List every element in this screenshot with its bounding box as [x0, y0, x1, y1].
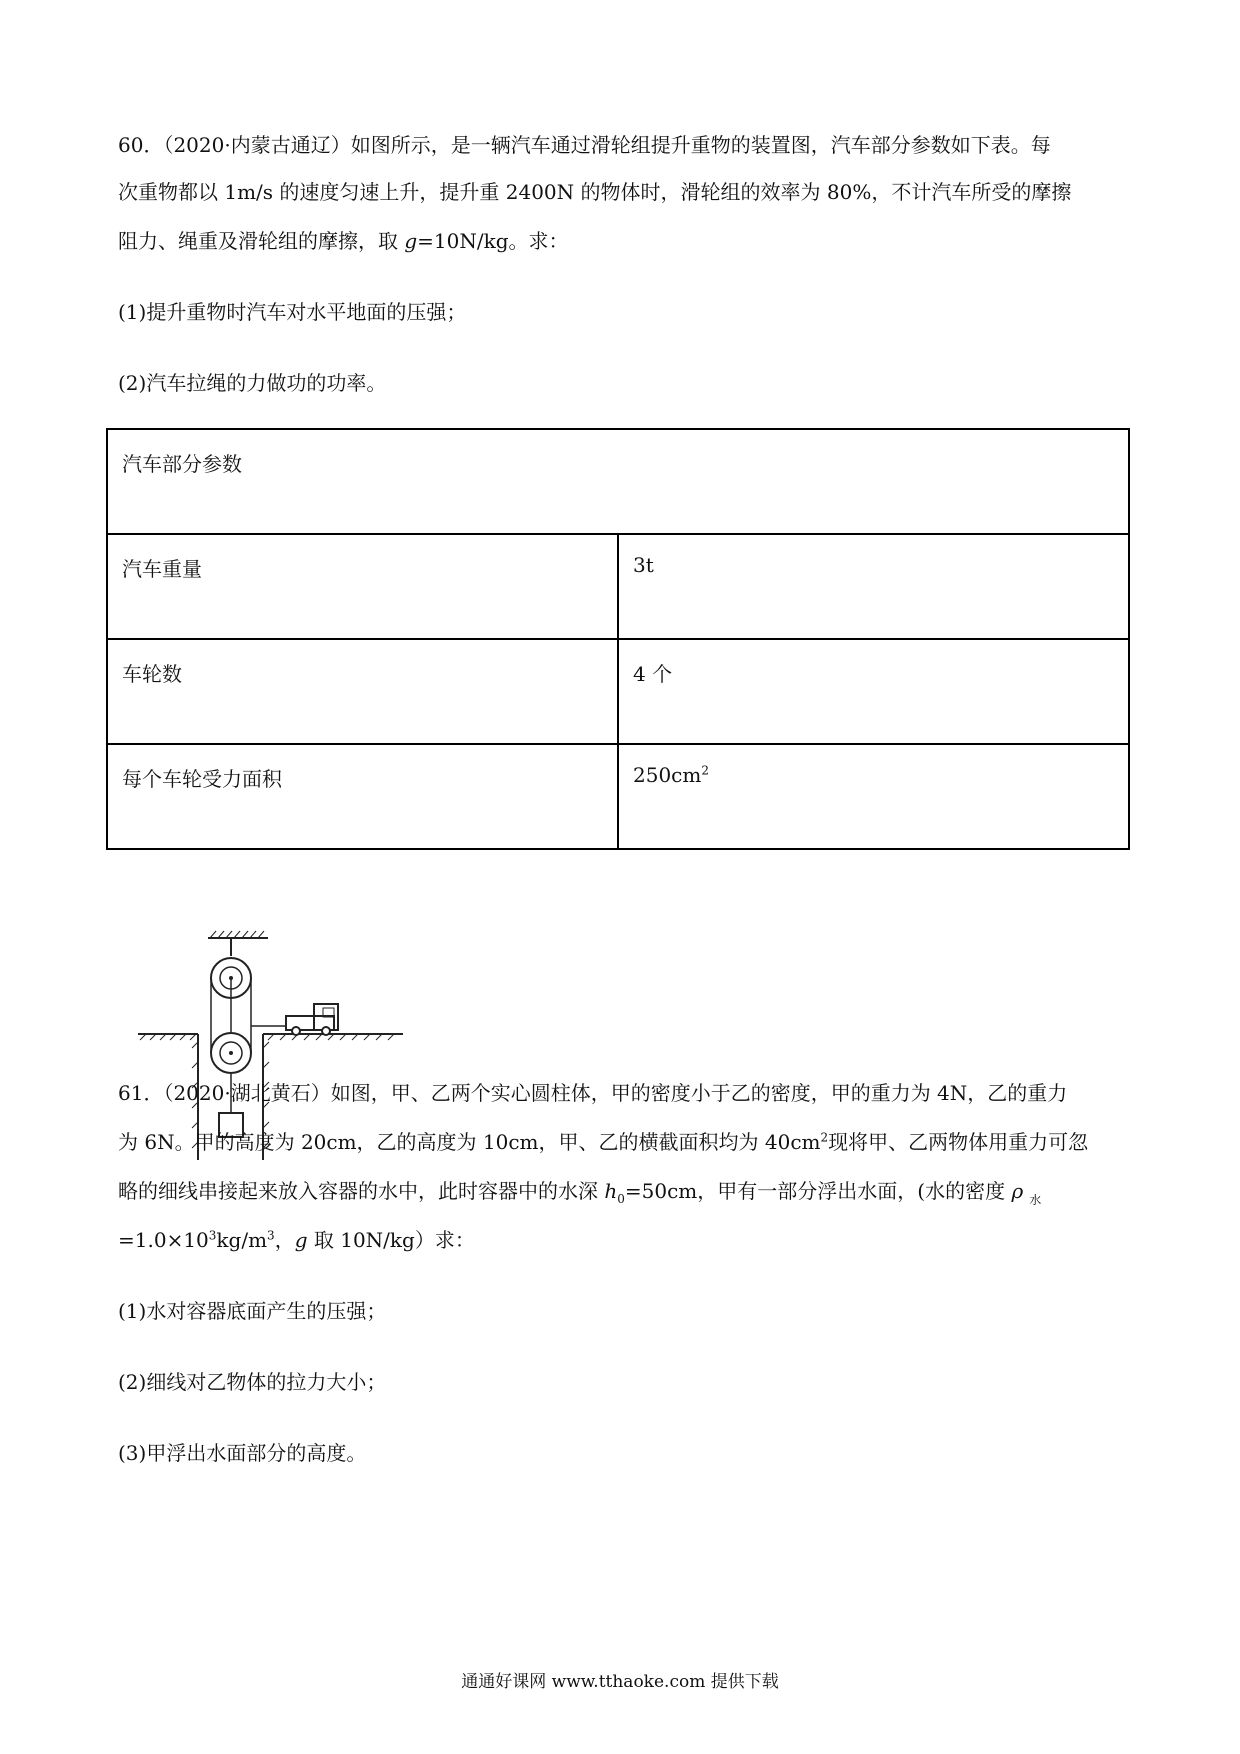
car-parameters-table	[106, 428, 1130, 850]
ceiling-support	[208, 931, 268, 956]
q60-subquestion-1: (1)提升重物时汽车对水平地面的压强；	[118, 300, 467, 324]
car-icon	[286, 1004, 338, 1035]
q60-line-1: 60．（2020·内蒙古通辽）如图所示，是一辆汽车通过滑轮组提升重物的装置图，汽车部分参数如下表。每	[118, 133, 1051, 157]
table-row	[107, 639, 1129, 744]
q61-subquestion-3: (3)甲浮出水面部分的高度。	[118, 1441, 367, 1465]
table-cell-label: 汽车重量	[107, 534, 618, 639]
q60-line-3: 阻力、绳重及滑轮组的摩擦，取 g=10N/kg。求：	[118, 229, 569, 253]
table-cell-value: $250cm^2$	[618, 744, 1129, 849]
q61-subquestion-2: (2)细线对乙物体的拉力大小；	[118, 1370, 387, 1394]
ground-surface	[138, 1034, 403, 1040]
table-header-row	[107, 429, 1129, 534]
movable-pulley	[211, 1033, 251, 1073]
page-footer: 通通好课网 www.tthaoke.com 提供下载	[461, 1672, 779, 1692]
q61-subquestion-1: (1)水对容器底面产生的压强；	[118, 1299, 387, 1323]
table-cell-label: 车轮数	[107, 639, 618, 744]
q60-subquestion-2: (2)汽车拉绳的力做功的功率。	[118, 371, 387, 395]
q60-line-2: 次重物都以 1m/s 的速度匀速上升，提升重 2400N 的物体时，滑轮组的效率为 80%，不计汽车所受的摩擦	[118, 180, 1072, 204]
q61-line-1: 61．（2020·湖北黄石）如图，甲、乙两个实心圆柱体，甲的密度小于乙的密度，甲的重力为 4N，乙的重力	[118, 1081, 1068, 1105]
table-row	[107, 744, 1129, 849]
table-row	[107, 534, 1129, 639]
table-cell-value: 4 个	[618, 639, 1129, 744]
q61-line-2: 为 6N。甲的高度为 20cm，乙的高度为 10cm，甲、乙的横截面积均为 $40cm^2$现将甲、乙两物体用重力可忽	[118, 1130, 1089, 1154]
table-cell-label: 每个车轮受力面积	[107, 744, 618, 849]
q61-line-4: $=1.0\times 10^3kg/m^3$，g 取 10N/kg）求：	[118, 1228, 475, 1252]
q61-line-3: 略的细线串接起来放入容器的水中，此时容器中的水深 $h_0=50cm$，甲有一部分浮出水面，(水的密度 ρ $_水$	[118, 1179, 1042, 1207]
table-header-cell: 汽车部分参数	[107, 429, 1129, 534]
table-cell-value: 3t	[618, 534, 1129, 639]
